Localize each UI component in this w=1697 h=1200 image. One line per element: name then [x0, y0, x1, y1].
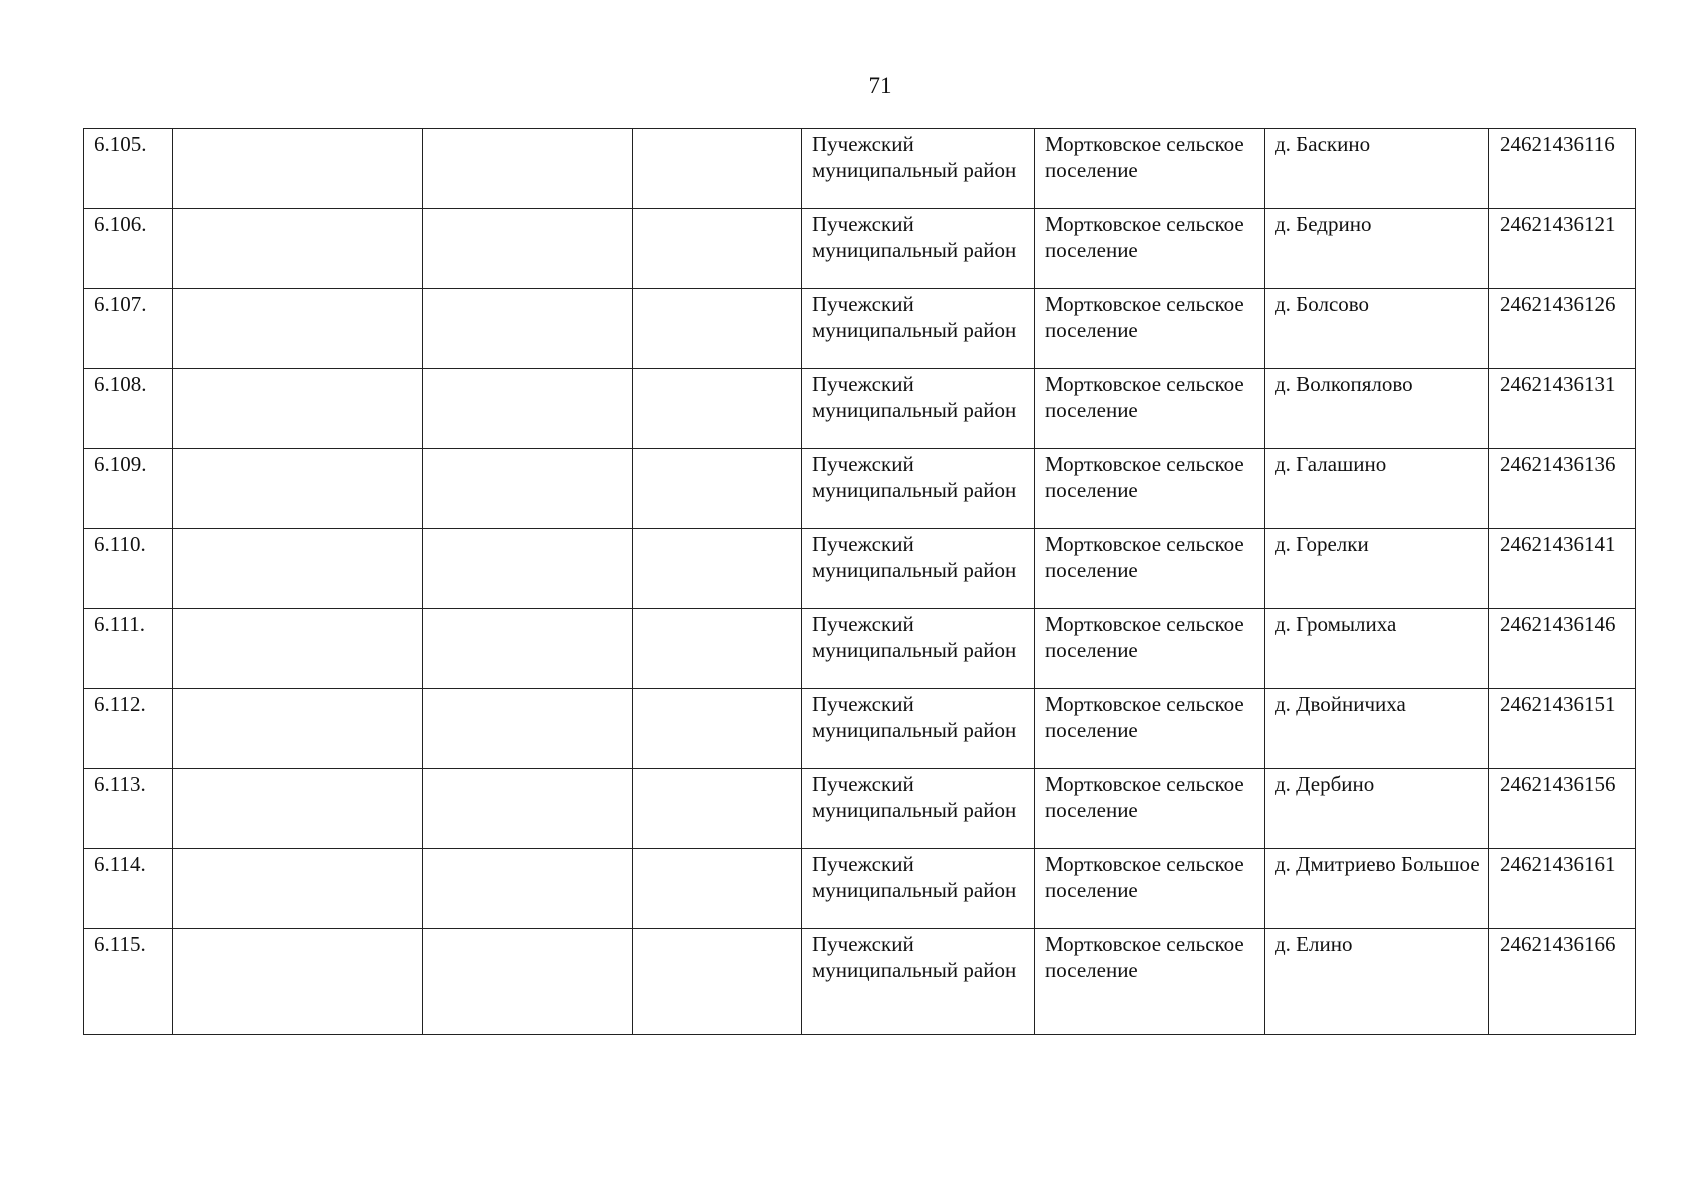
locality-cell: д. Двойничиха — [1265, 689, 1489, 769]
empty-cell — [423, 289, 633, 369]
empty-cell — [633, 129, 802, 209]
table-row — [84, 289, 1636, 369]
district-cell: Пучежский муниципальный район — [802, 209, 1035, 289]
oktmo-code-cell: 24621436156 — [1489, 769, 1636, 849]
settlement-cell: Мортковское сельское поселение — [1035, 769, 1265, 849]
district-cell: Пучежский муниципальный район — [802, 769, 1035, 849]
empty-cell — [423, 769, 633, 849]
locality-cell: д. Галашино — [1265, 449, 1489, 529]
table-row — [84, 929, 1636, 1035]
locality-cell: д. Дмитриево Большое — [1265, 849, 1489, 929]
locality-cell: д. Болсово — [1265, 289, 1489, 369]
empty-cell — [633, 209, 802, 289]
empty-cell — [633, 369, 802, 449]
empty-cell — [423, 529, 633, 609]
settlement-cell: Мортковское сельское поселение — [1035, 209, 1265, 289]
district-cell: Пучежский муниципальный район — [802, 929, 1035, 1035]
oktmo-code-cell: 24621436161 — [1489, 849, 1636, 929]
empty-cell — [633, 289, 802, 369]
row-number-cell: 6.112. — [84, 689, 173, 769]
empty-cell — [633, 769, 802, 849]
empty-cell — [423, 689, 633, 769]
empty-cell — [173, 849, 423, 929]
empty-cell — [173, 769, 423, 849]
district-cell: Пучежский муниципальный район — [802, 449, 1035, 529]
empty-cell — [173, 369, 423, 449]
district-cell: Пучежский муниципальный район — [802, 529, 1035, 609]
empty-cell — [423, 449, 633, 529]
row-number-cell: 6.111. — [84, 609, 173, 689]
page-number: 71 — [868, 73, 892, 98]
empty-cell — [173, 929, 423, 1035]
district-cell: Пучежский муниципальный район — [802, 369, 1035, 449]
table-row — [84, 689, 1636, 769]
settlement-cell: Мортковское сельское поселение — [1035, 529, 1265, 609]
settlement-cell: Мортковское сельское поселение — [1035, 369, 1265, 449]
empty-cell — [173, 289, 423, 369]
oktmo-code-cell: 24621436151 — [1489, 689, 1636, 769]
oktmo-code-cell: 24621436141 — [1489, 529, 1636, 609]
locality-cell: д. Баскино — [1265, 129, 1489, 209]
locality-cell: д. Дербино — [1265, 769, 1489, 849]
empty-cell — [633, 609, 802, 689]
empty-cell — [423, 849, 633, 929]
district-cell: Пучежский муниципальный район — [802, 849, 1035, 929]
row-number-cell: 6.114. — [84, 849, 173, 929]
table-row — [84, 849, 1636, 929]
locality-cell: д. Елино — [1265, 929, 1489, 1035]
oktmo-code-cell: 24621436116 — [1489, 129, 1636, 209]
empty-cell — [423, 609, 633, 689]
empty-cell — [423, 929, 633, 1035]
settlements-table — [83, 128, 1636, 1035]
settlement-cell: Мортковское сельское поселение — [1035, 929, 1265, 1035]
table-row — [84, 529, 1636, 609]
row-number-cell: 6.107. — [84, 289, 173, 369]
settlement-cell: Мортковское сельское поселение — [1035, 289, 1265, 369]
row-number-cell: 6.115. — [84, 929, 173, 1035]
district-cell: Пучежский муниципальный район — [802, 129, 1035, 209]
empty-cell — [423, 209, 633, 289]
oktmo-code-cell: 24621436146 — [1489, 609, 1636, 689]
settlement-cell: Мортковское сельское поселение — [1035, 849, 1265, 929]
table-row — [84, 769, 1636, 849]
empty-cell — [173, 689, 423, 769]
empty-cell — [633, 849, 802, 929]
locality-cell: д. Бедрино — [1265, 209, 1489, 289]
oktmo-code-cell: 24621436126 — [1489, 289, 1636, 369]
oktmo-code-cell: 24621436166 — [1489, 929, 1636, 1035]
district-cell: Пучежский муниципальный район — [802, 689, 1035, 769]
settlement-cell: Мортковское сельское поселение — [1035, 129, 1265, 209]
table-row — [84, 449, 1636, 529]
row-number-cell: 6.106. — [84, 209, 173, 289]
settlement-cell: Мортковское сельское поселение — [1035, 689, 1265, 769]
row-number-cell: 6.113. — [84, 769, 173, 849]
locality-cell: д. Громылиха — [1265, 609, 1489, 689]
row-number-cell: 6.109. — [84, 449, 173, 529]
table-row — [84, 129, 1636, 209]
district-cell: Пучежский муниципальный район — [802, 609, 1035, 689]
empty-cell — [173, 529, 423, 609]
oktmo-code-cell: 24621436131 — [1489, 369, 1636, 449]
empty-cell — [423, 369, 633, 449]
empty-cell — [633, 929, 802, 1035]
empty-cell — [173, 449, 423, 529]
empty-cell — [173, 209, 423, 289]
table-row — [84, 609, 1636, 689]
table-body — [84, 129, 1636, 1035]
settlement-cell: Мортковское сельское поселение — [1035, 609, 1265, 689]
empty-cell — [633, 529, 802, 609]
empty-cell — [173, 609, 423, 689]
district-cell: Пучежский муниципальный район — [802, 289, 1035, 369]
row-number-cell: 6.108. — [84, 369, 173, 449]
oktmo-code-cell: 24621436121 — [1489, 209, 1636, 289]
empty-cell — [423, 129, 633, 209]
locality-cell: д. Волкопялово — [1265, 369, 1489, 449]
table-row — [84, 369, 1636, 449]
row-number-cell: 6.105. — [84, 129, 173, 209]
table-row — [84, 209, 1636, 289]
locality-cell: д. Горелки — [1265, 529, 1489, 609]
settlement-cell: Мортковское сельское поселение — [1035, 449, 1265, 529]
empty-cell — [633, 449, 802, 529]
empty-cell — [173, 129, 423, 209]
row-number-cell: 6.110. — [84, 529, 173, 609]
empty-cell — [633, 689, 802, 769]
oktmo-code-cell: 24621436136 — [1489, 449, 1636, 529]
